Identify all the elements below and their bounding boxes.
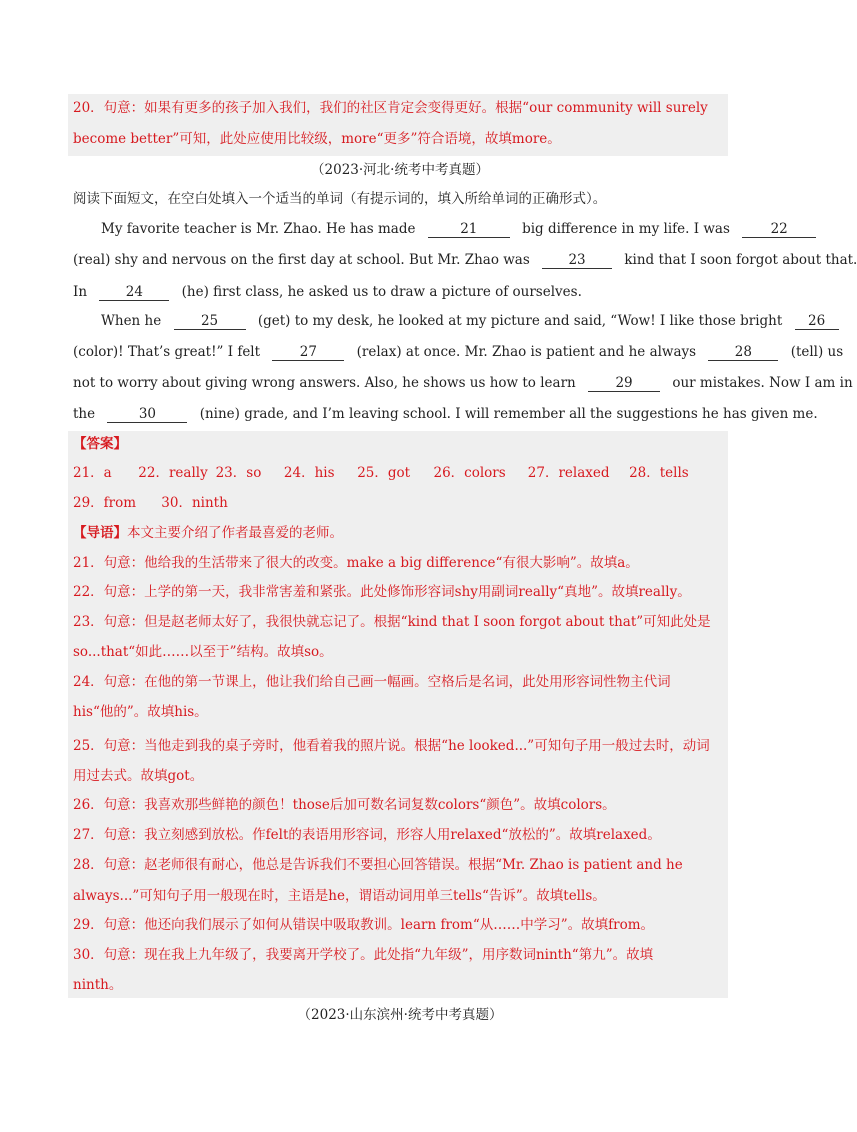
passage-line-2 (73, 250, 857, 270)
passage-text: the (73, 406, 96, 422)
answer-25: 25．got (357, 465, 411, 481)
passage-line-4 (101, 311, 839, 331)
passage-text: (get) to my desk, he looked at my picture and said, “Wow! I like those bright (257, 313, 783, 329)
passage-text: our mistakes. Now I am in (672, 375, 853, 391)
blank-27: 27 (272, 344, 344, 361)
passage-text: (tell) us (790, 344, 844, 360)
answer-21: 21．a (73, 465, 112, 481)
answers-row-1 (73, 463, 699, 483)
passage-text: kind that I soon forgot about that. (624, 252, 857, 268)
blank-26: 26 (795, 313, 839, 330)
passage-line-1 (101, 219, 816, 239)
explanation-line: his“他的”。故填his。 (73, 704, 208, 720)
passage-text: (he) first class, he asked us to draw a picture of ourselves. (181, 284, 582, 300)
answer-30: 30．ninth (161, 495, 228, 511)
passage-line-7 (73, 404, 818, 424)
passage-line-6 (73, 373, 853, 393)
answer-27: 27．relaxed (527, 465, 610, 481)
passage-line-3 (73, 282, 582, 302)
explanation-line: 30．句意：现在我上九年级了，我要离开学校了。此处指“九年级”，用序数词ninth“第九”。故填 (73, 947, 654, 963)
blank-22: 22 (742, 221, 816, 238)
explanation-line: 27．句意：我立刻感到放松。作felt的表语用形容词，形容人用relaxed“放松的”。故填relaxed。 (73, 827, 661, 843)
guide-text: 本文主要介绍了作者最喜爱的老师。 (127, 525, 343, 541)
explanation-line: 21．句意：他给我的生活带来了很大的改变。make a big difference“有很大影响”。故填a。 (73, 555, 639, 571)
explanation-line: 26．句意：我喜欢那些鲜艳的颜色！those后加可数名词复数colors“颜色”。故填colors。 (73, 797, 616, 813)
blank-21: 21 (428, 221, 510, 238)
explanation-line: 23．句意：但是赵老师太好了，我很快就忘记了。根据“kind that I soon forgot about that”可知此处是 (73, 614, 711, 630)
blank-24: 24 (99, 284, 169, 301)
explanation-line: 22．句意：上学的第一天，我非常害羞和紧张。此处修饰形容词shy用副词really“真地”。故填really。 (73, 584, 691, 600)
explanation-line: so...that“如此……以至于”结构。故填so。 (73, 644, 333, 660)
explanation-line: 用过去式。故填got。 (73, 768, 204, 784)
passage-text: not to worry about giving wrong answers. Also, he shows us how to learn (73, 375, 576, 391)
guide-line (73, 523, 343, 543)
explanation-line: always...”可知句子用一般现在时，主语是he，谓语动词用单三tells“告诉”。故填tells。 (73, 888, 606, 904)
passage-text: My favorite teacher is Mr. Zhao. He has made (101, 221, 416, 237)
blank-28: 28 (708, 344, 778, 361)
answer-22: 22．really (138, 465, 208, 481)
passage-text: (color)! That’s great!” I felt (73, 344, 261, 360)
blank-30: 30 (107, 406, 187, 423)
passage-text: In (73, 284, 88, 300)
explanation-line: 24．句意：在他的第一节课上，他让我们给自己画一幅画。空格后是名词，此处用形容词性物主代词 (73, 674, 671, 690)
explanation-line: ninth。 (73, 977, 123, 993)
instruction-text: 阅读下面短文，在空白处填入一个适当的单词（有提示词的，填入所给单词的正确形式）。 (73, 191, 607, 207)
passage-line-5 (73, 342, 843, 362)
answer-29: 29．from (73, 495, 137, 511)
guide-label: 【导语】 (73, 525, 127, 541)
source-heading-shandong: （2023·山东滨州·统考中考真题） (297, 1007, 503, 1023)
passage-text: (real) shy and nervous on the first day at school. But Mr. Zhao was (73, 252, 530, 268)
source-heading-hebei: （2023·河北·统考中考真题） (311, 162, 489, 178)
blank-25: 25 (174, 313, 246, 330)
answers-row-2 (73, 493, 241, 513)
answer-24: 24．his (283, 465, 335, 481)
explanation-line: 29．句意：他还向我们展示了如何从错误中吸取教训。learn from“从……中学习”。故填from。 (73, 917, 655, 933)
explanation-line: 28．句意：赵老师很有耐心，他总是告诉我们不要担心回答错误。根据“Mr. Zhao is patient and he (73, 857, 683, 873)
passage-text: big difference in my life. I was (522, 221, 730, 237)
answer-23: 23．so (215, 465, 262, 481)
answer-label: 【答案】 (73, 436, 127, 452)
explanation-20-line1: 20．句意：如果有更多的孩子加入我们，我们的社区肯定会变得更好。根据“our community will surely (73, 100, 708, 116)
passage-text: (relax) at once. Mr. Zhao is patient and he always (356, 344, 697, 360)
blank-29: 29 (588, 375, 660, 392)
explanation-20-line2: become better”可知，此处应使用比较级，more“更多”符合语境，故填more。 (73, 131, 561, 147)
passage-text: (nine) grade, and I’m leaving school. I will remember all the suggestions he has given me. (199, 406, 818, 422)
answer-28: 28．tells (629, 465, 689, 481)
blank-23: 23 (542, 252, 612, 269)
explanation-line: 25．句意：当他走到我的桌子旁时，他看着我的照片说。根据“he looked...”可知句子用一般过去时，动词 (73, 738, 710, 754)
passage-text: When he (101, 313, 162, 329)
answer-26: 26．colors (433, 465, 506, 481)
